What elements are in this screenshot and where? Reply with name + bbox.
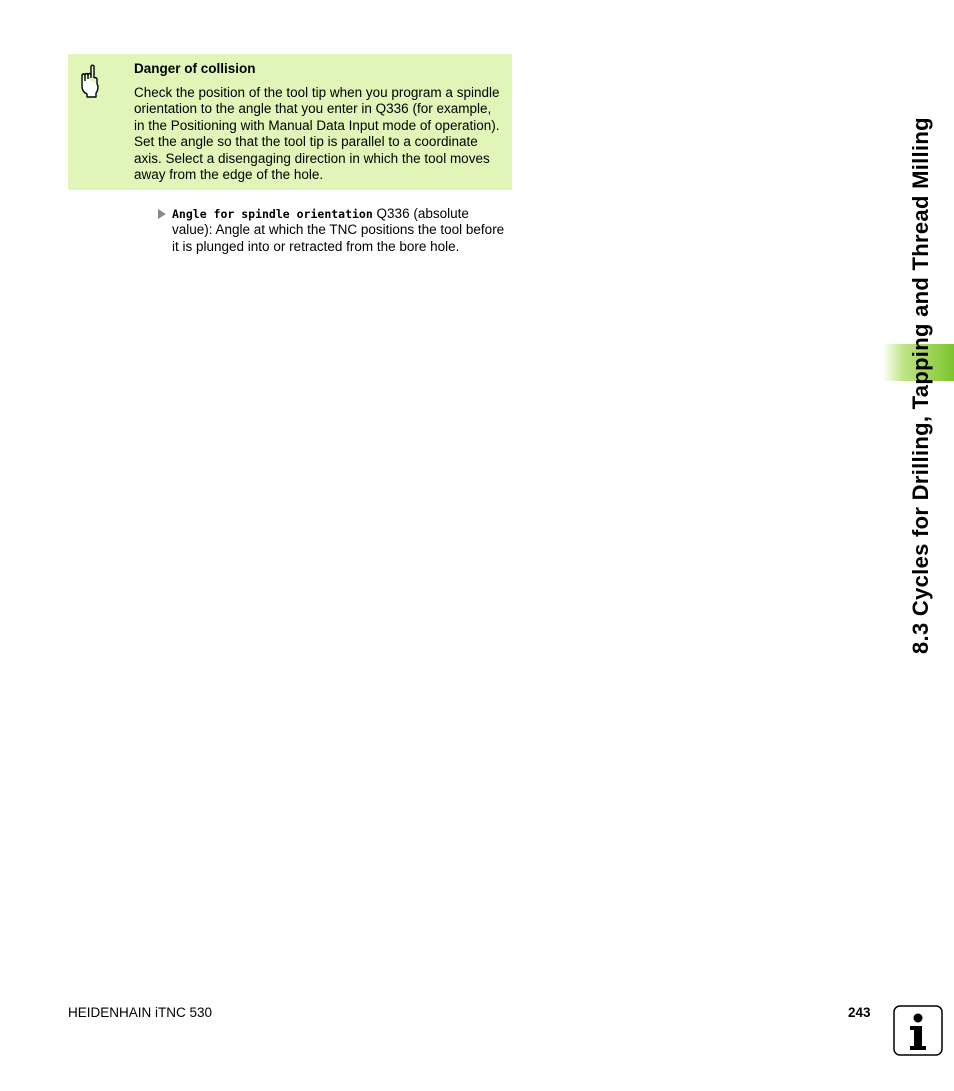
warning-title: Danger of collision: [134, 61, 256, 76]
warning-text: Check the position of the tool tip when you program a spindle orientation to the angle that you enter in Q336 (for example, in the Positioning with Manual Data Input mode of operation). Set the angle so that the tool tip is parallel to a coordinate axis. Select a disengaging direction in which the tool moves away from the edge of the hole.: [134, 85, 500, 183]
info-icon: [893, 1005, 943, 1056]
page-number: 243: [848, 1005, 871, 1020]
parameter-description: Q336 (absolute value): Angle at which the TNC positions the tool before it is plunged into or retracted from the bore hole.: [172, 206, 505, 254]
bullet-arrow-icon: [158, 209, 166, 219]
parameter-name: Angle for spindle orientation: [172, 207, 373, 221]
chapter-title: 8.3 Cycles for Drilling, Tapping and Thread Milling: [908, 117, 933, 654]
pointing-hand-icon: [78, 64, 102, 98]
collision-warning-box: [68, 54, 512, 190]
parameter-item: [158, 206, 508, 255]
footer-product: HEIDENHAIN iTNC 530: [68, 1005, 213, 1020]
